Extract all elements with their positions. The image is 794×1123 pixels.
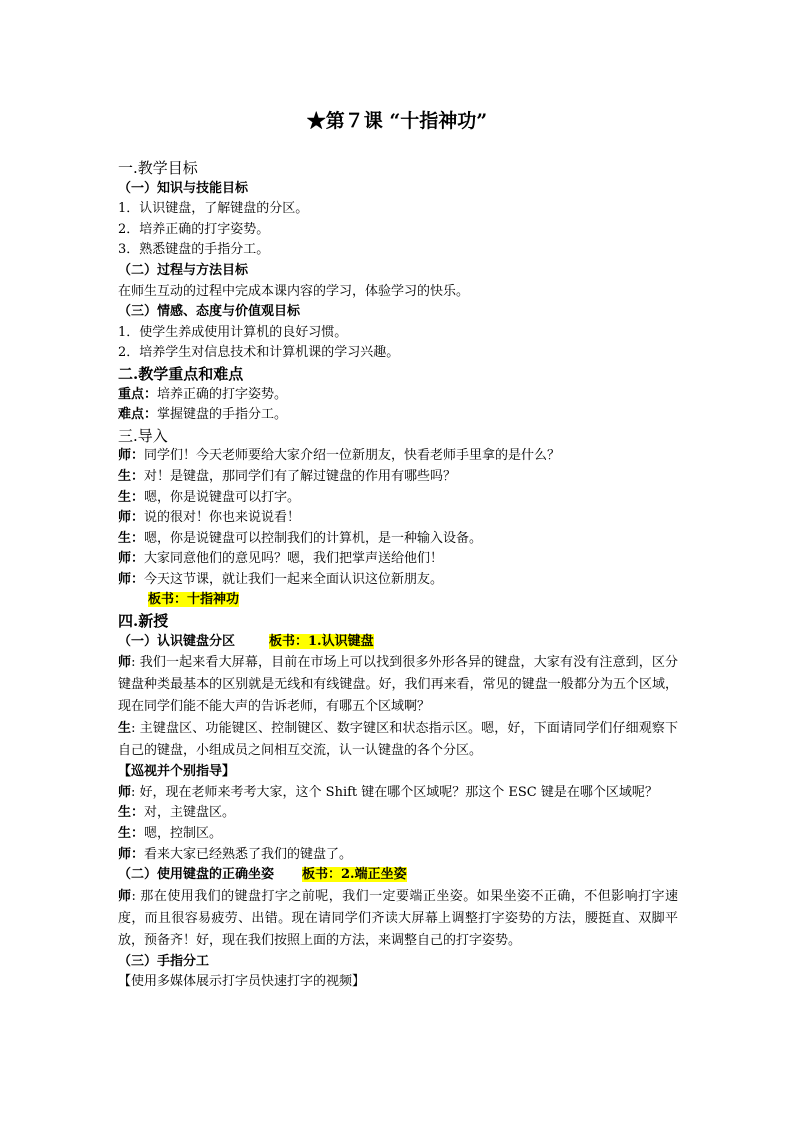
utterance: 看来大家已经熟悉了我们的键盘了。 [144, 846, 353, 862]
subheading-knowledge: （一）知识与技能目标 [118, 180, 249, 196]
section-heading-key-points: 二.教学重点和难点 [118, 364, 244, 383]
dialog-paragraph [118, 718, 678, 762]
speaker: 师 [118, 655, 132, 671]
subheading-posture: （二）使用键盘的正确坐姿 [118, 867, 275, 883]
speaker: 生： [118, 826, 145, 842]
lesson-content [118, 158, 678, 993]
list-item: 2．培养学生对信息技术和计算机课的学习兴趣。 [118, 345, 400, 361]
section-heading-objectives: 一.教学目标 [118, 159, 198, 177]
subheading-line [118, 632, 678, 653]
utterance: 对！是键盘，那同学们有了解过键盘的作用有哪些吗？ [144, 468, 457, 484]
speaker: 师： [118, 448, 145, 464]
speaker: 师： [118, 846, 145, 862]
board-note: 板书：十指神功 [148, 592, 240, 608]
key-point-label: 重点： [118, 386, 158, 402]
utterance: 嗯，你是说键盘可以控制我们的计算机，是一种输入设备。 [144, 530, 483, 546]
dialog-line [118, 549, 678, 570]
list-item: 1．使学生养成使用计算机的良好习惯。 [118, 324, 348, 340]
section-heading-intro: 三.导入 [118, 426, 168, 445]
speaker: 生： [118, 489, 145, 505]
speaker: 师： [118, 551, 145, 567]
utterance: : 那在使用我们的键盘打字之前呢，我们一定要端正坐姿。如果坐姿不正确，不但影响打字速度，而且很容易疲劳、出错。现在请同学们齐读大屏幕上调整打字姿势的方法，腰挺直、双脚平放，预备齐！好，现在我们按照上面的方法，来调整自己的打字姿势。 [118, 888, 678, 948]
dialog-line [118, 824, 678, 845]
utterance: 嗯，控制区。 [144, 826, 223, 842]
subheading-finger-division: （三）手指分工 [118, 953, 210, 969]
dialog-paragraph [118, 886, 678, 952]
board-note: 板书：2.端正坐姿 [302, 867, 407, 883]
dialog-line [118, 783, 678, 804]
speaker: 师 [118, 888, 132, 904]
difficulty-line [118, 405, 678, 426]
difficulty-label: 难点： [118, 407, 158, 423]
speaker: 师： [118, 571, 145, 587]
speaker: 生： [118, 530, 145, 546]
speaker: 生： [118, 468, 145, 484]
speaker: 生： [118, 805, 145, 821]
utterance: 今天这节课，就让我们一起来全面认识这位新朋友。 [144, 571, 444, 587]
utterance: : 主键盘区、功能键区、控制键区、数字键区和状态指示区。嗯，好，下面请同学们仔细观察下自己的键盘，小组成员之间相互交流，认一认键盘的各个分区。 [118, 721, 678, 759]
section-heading-new-content: 四.新授 [118, 612, 169, 631]
subheading-process: （二）过程与方法目标 [118, 262, 249, 278]
difficulty-text: 掌握键盘的手指分工。 [157, 407, 288, 423]
utterance: 嗯，你是说键盘可以打字。 [144, 489, 301, 505]
dialog-line [118, 845, 678, 866]
dialog-line [118, 508, 678, 529]
utterance: : 我们一起来看大屏幕，目前在市场上可以找到很多外形各异的键盘，大家有没有注意到，区分键盘种类最基本的区别就是无线和有线键盘。好，我们再来看，常见的键盘一般都分为五个区域，现在同学们能不能大声的告诉老师，有哪五个区域啊？ [118, 655, 678, 715]
dialog-line [118, 570, 678, 591]
media-note: 【使用多媒体展示打字员快速打字的视频】 [118, 974, 366, 990]
dialog-line [118, 446, 678, 467]
paragraph: 在师生互动的过程中完成本课内容的学习，体验学习的快乐。 [118, 283, 470, 299]
subheading-keyboard-zones: （一）认识键盘分区 [118, 633, 236, 649]
list-item: 2．培养正确的打字姿势。 [118, 221, 270, 237]
utterance: 大家同意他们的意见吗？嗯，我们把掌声送给他们！ [144, 551, 444, 567]
list-item: 3．熟悉键盘的手指分工。 [118, 242, 270, 258]
speaker: 师： [118, 510, 145, 526]
utterance: : 好，现在老师来考考大家，这个 Shift 键在哪个区域呢？那这个 ESC 键是在哪个区域呢？ [131, 784, 658, 800]
board-note: 板书：1.认识键盘 [269, 633, 374, 649]
dialog-line [118, 488, 678, 509]
dialog-paragraph [118, 652, 678, 718]
utterance: 同学们！今天老师要给大家介绍一位新朋友，快看老师手里拿的是什么？ [144, 448, 561, 464]
dialog-line [118, 529, 678, 550]
list-item: 1．认识键盘，了解键盘的分区。 [118, 201, 309, 217]
key-point-text: 培养正确的打字姿势。 [157, 386, 288, 402]
dialog-line [118, 467, 678, 488]
utterance: 对，主键盘区。 [144, 805, 236, 821]
dialog-line [118, 803, 678, 824]
lesson-title: ★第７课 “十指神功” [306, 110, 488, 132]
board-note-line [118, 590, 678, 611]
speaker: 师 [118, 784, 132, 800]
guide-note: 【巡视并个别指导】 [118, 764, 236, 780]
utterance: 说的很对！你也来说说看！ [144, 510, 301, 526]
subheading-attitude: （三）情感、态度与价值观目标 [118, 304, 301, 320]
subheading-line [118, 865, 678, 886]
speaker: 生 [118, 721, 132, 737]
key-point-line [118, 385, 678, 406]
